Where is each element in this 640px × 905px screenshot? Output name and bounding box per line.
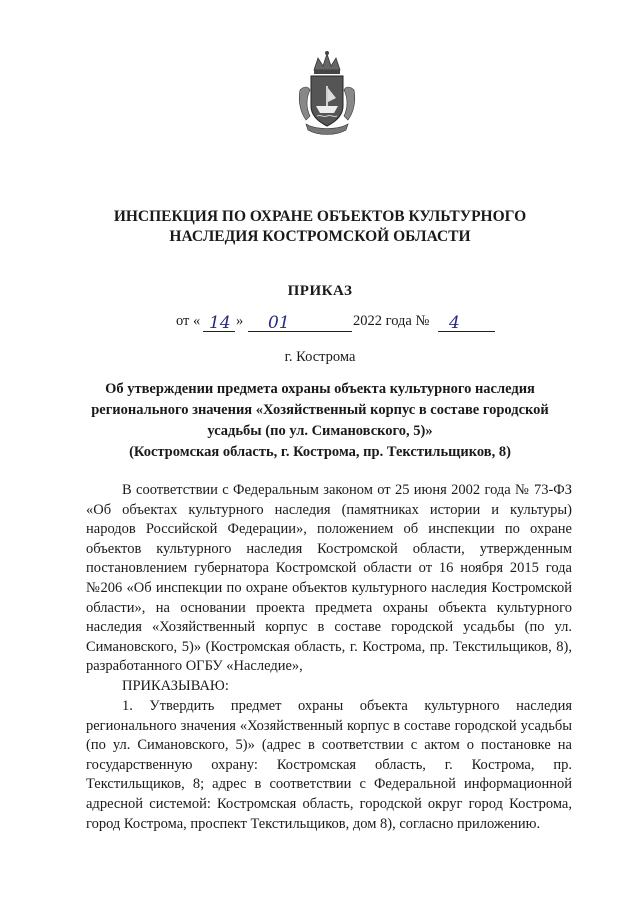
subject-line2: регионального значения «Хозяйственный корпус в составе городской xyxy=(91,402,549,418)
subject-line1: Об утверждении предмета охраны объекта культурного наследия xyxy=(105,381,535,397)
preamble-paragraph: В соответствии с Федеральным законом от 25 июня 2002 года № 73-ФЗ «Об объектах культурного наследия (памятниках истории и культуры) народов Российской Федерации», положением об инспекции по охране объектов культурного наследия Костромской области, утвержденным постановлением губернатора Костромской области от 16 ноября 2015 года №206 «Об инспекции по охране объектов культурного наследия Костромской области», на основании проекта предмета охраны объекта культурного наследия «Хозяйственный корпус в составе городской усадьбы (по ул. Симановского, 5)» (Костромская область, г. Кострома, пр. Текстильщиков, 8), разработанного ОГБУ «Наследие», xyxy=(86,482,572,675)
handwritten-month: 01 xyxy=(268,313,290,333)
city-location: г. Кострома xyxy=(284,349,356,365)
subject-line3: усадьбы (по ул. Симановского, 5)» xyxy=(207,423,433,439)
year-and-number-label: 2022 года № xyxy=(353,313,430,329)
handwritten-day: 14 xyxy=(209,313,231,333)
order-item-1: 1. Утвердить предмет охраны объекта культурного наследия регионального значения «Хозяйственный корпус в составе городской усадьбы (по ул. Симановского, 5)» (адрес в соответствии с актом о постановке на государственную охрану: Костромская область, г. Кострома, пр. Текстильщиков, 8; адрес в соответствии с Федеральной информационной адресной системой: Костромская область, городской округ город Кострома, город Кострома, проспект Текстильщиков, дом 8), согласно приложению. xyxy=(86,698,572,832)
date-quote-close: » xyxy=(236,313,244,329)
organization-title-line1: ИНСПЕКЦИЯ ПО ОХРАНЕ ОБЪЕКТОВ КУЛЬТУРНОГО xyxy=(113,208,527,225)
organization-title xyxy=(60,207,580,247)
handwritten-number: 4 xyxy=(449,313,460,333)
order-subject xyxy=(85,379,555,463)
organization-title-line2: НАСЛЕДИЯ КОСТРОМСКОЙ ОБЛАСТИ xyxy=(169,228,471,245)
number-blank xyxy=(438,313,495,332)
document-type: ПРИКАЗ xyxy=(287,283,353,299)
order-word: ПРИКАЗЫВАЮ: xyxy=(122,678,229,694)
month-blank xyxy=(248,313,352,332)
coat-of-arms-icon xyxy=(296,50,358,138)
order-date-line xyxy=(176,313,496,335)
date-prefix: от « xyxy=(176,313,201,329)
subject-line4: (Костромская область, г. Кострома, пр. Текстильщиков, 8) xyxy=(129,444,511,460)
